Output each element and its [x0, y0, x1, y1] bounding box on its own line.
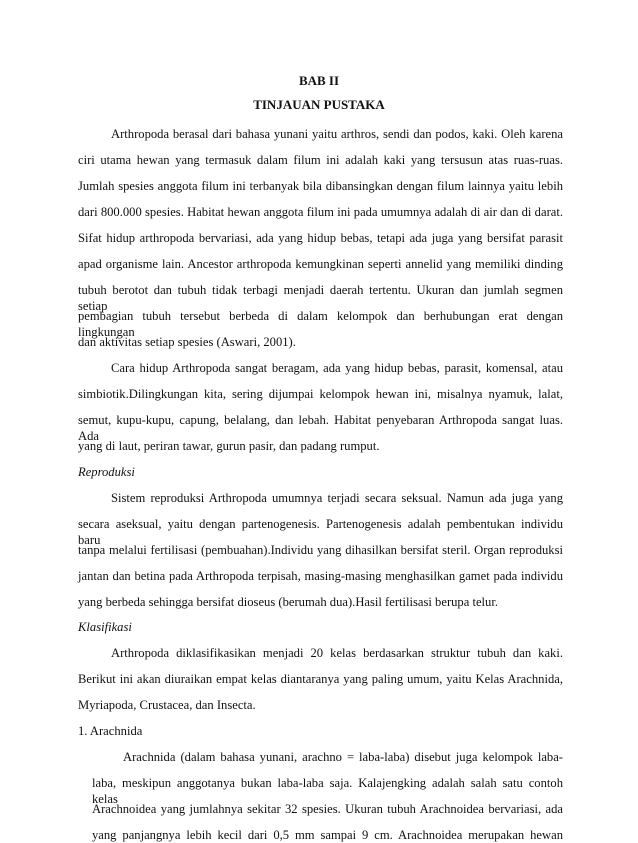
paragraph-line: tubuh berotot dan tubuh tidak terbagi menjadi daerah tertentu. Ukuran dan jumlah segmen setiap — [78, 283, 563, 313]
subheading-klasifikasi: Klasifikasi — [78, 620, 132, 634]
paragraph-line: pembagian tubuh tersebut berbeda di dalam kelompok dan berhubungan erat dengan lingkungan — [78, 309, 563, 339]
paragraph-line: Sistem reproduksi Arthropoda umumnya terjadi secara seksual. Namun ada juga yang — [111, 491, 563, 505]
paragraph-line: Arthropoda diklasifikasikan menjadi 20 kelas berdasarkan struktur tubuh dan kaki. — [111, 646, 563, 660]
paragraph-line: yang berbeda sehingga bersifat dioseus (berumah dua).Hasil fertilisasi berupa telur. — [78, 595, 499, 609]
paragraph-line: apad organisme lain. Ancestor arthropoda kemungkinan seperti annelid yang memiliki dinding — [78, 257, 563, 271]
paragraph-line: jantan dan betina pada Arthropoda terpisah, masing-masing menghasilkan gamet pada individu — [78, 569, 563, 583]
paragraph-line: Myriapoda, Crustacea, dan Insecta. — [78, 698, 256, 712]
paragraph-line: Jumlah spesies anggota filum ini terbanyak bila dibansingkan dengan filum lainnya yaitu lebih — [78, 179, 563, 193]
paragraph-line: semut, kupu-kupu, capung, belalang, dan lebah. Habitat penyebaran Arthropoda sangat luas. Ada — [78, 413, 563, 443]
paragraph-line: Cara hidup Arthropoda sangat beragam, ada yang hidup bebas, parasit, komensal, atau — [111, 361, 563, 375]
paragraph-line: laba, meskipun anggotanya bukan laba-laba saja. Kalajengking adalah salah satu contoh kelas — [92, 776, 563, 806]
section-title: TINJAUAN PUSTAKA — [253, 97, 385, 112]
paragraph-line: tanpa melalui fertilisasi (pembuahan).Individu yang dihasilkan bersifat steril. Organ reproduksi — [78, 543, 563, 557]
list-item-arachnida: 1. Arachnida — [78, 724, 143, 738]
paragraph-line: Sifat hidup arthropoda bervariasi, ada yang hidup bebas, tetapi ada juga yang bersifat parasit — [78, 231, 563, 245]
paragraph-line: simbiotik.Dilingkungan kita, sering dijumpai kelompok hewan ini, misalnya nyamuk, lalat, — [78, 387, 563, 401]
paragraph-line: yang panjangnya lebih kecil dari 0,5 mm sampai 9 cm. Arachnoidea merupakan hewan — [92, 828, 563, 842]
chapter-heading: BAB II — [298, 73, 340, 88]
paragraph-line: Arachnida (dalam bahasa yunani, arachno = laba-laba) disebut juga kelompok laba- — [123, 750, 563, 764]
paragraph-line: Arachnoidea yang jumlahnya sekitar 32 spesies. Ukuran tubuh Arachnoidea bervariasi, ada — [92, 802, 563, 816]
paragraph-line: Arthropoda berasal dari bahasa yunani yaitu arthros, sendi dan podos, kaki. Oleh karena — [111, 127, 563, 141]
paragraph-line: secara aseksual, yaitu dengan partenogenesis. Partenogenesis adalah pembentukan individu baru — [78, 517, 563, 547]
paragraph-line: Berikut ini akan diuraikan empat kelas diantaranya yang paling umum, yaitu Kelas Arachnida, — [78, 672, 563, 686]
paragraph-line: dan aktivitas setiap spesies (Aswari, 2001). — [78, 335, 296, 349]
paragraph-line: ciri utama hewan yang termasuk dalam filum ini adalah kaki yang tersusun atas ruas-ruas. — [78, 153, 563, 167]
paragraph-line: dari 800.000 spesies. Habitat hewan anggota filum ini pada umumnya adalah di air dan di darat. — [78, 205, 563, 219]
paragraph-line: yang di laut, periran tawar, gurun pasir, dan padang rumput. — [78, 439, 380, 453]
subheading-reproduksi: Reproduksi — [78, 465, 135, 479]
